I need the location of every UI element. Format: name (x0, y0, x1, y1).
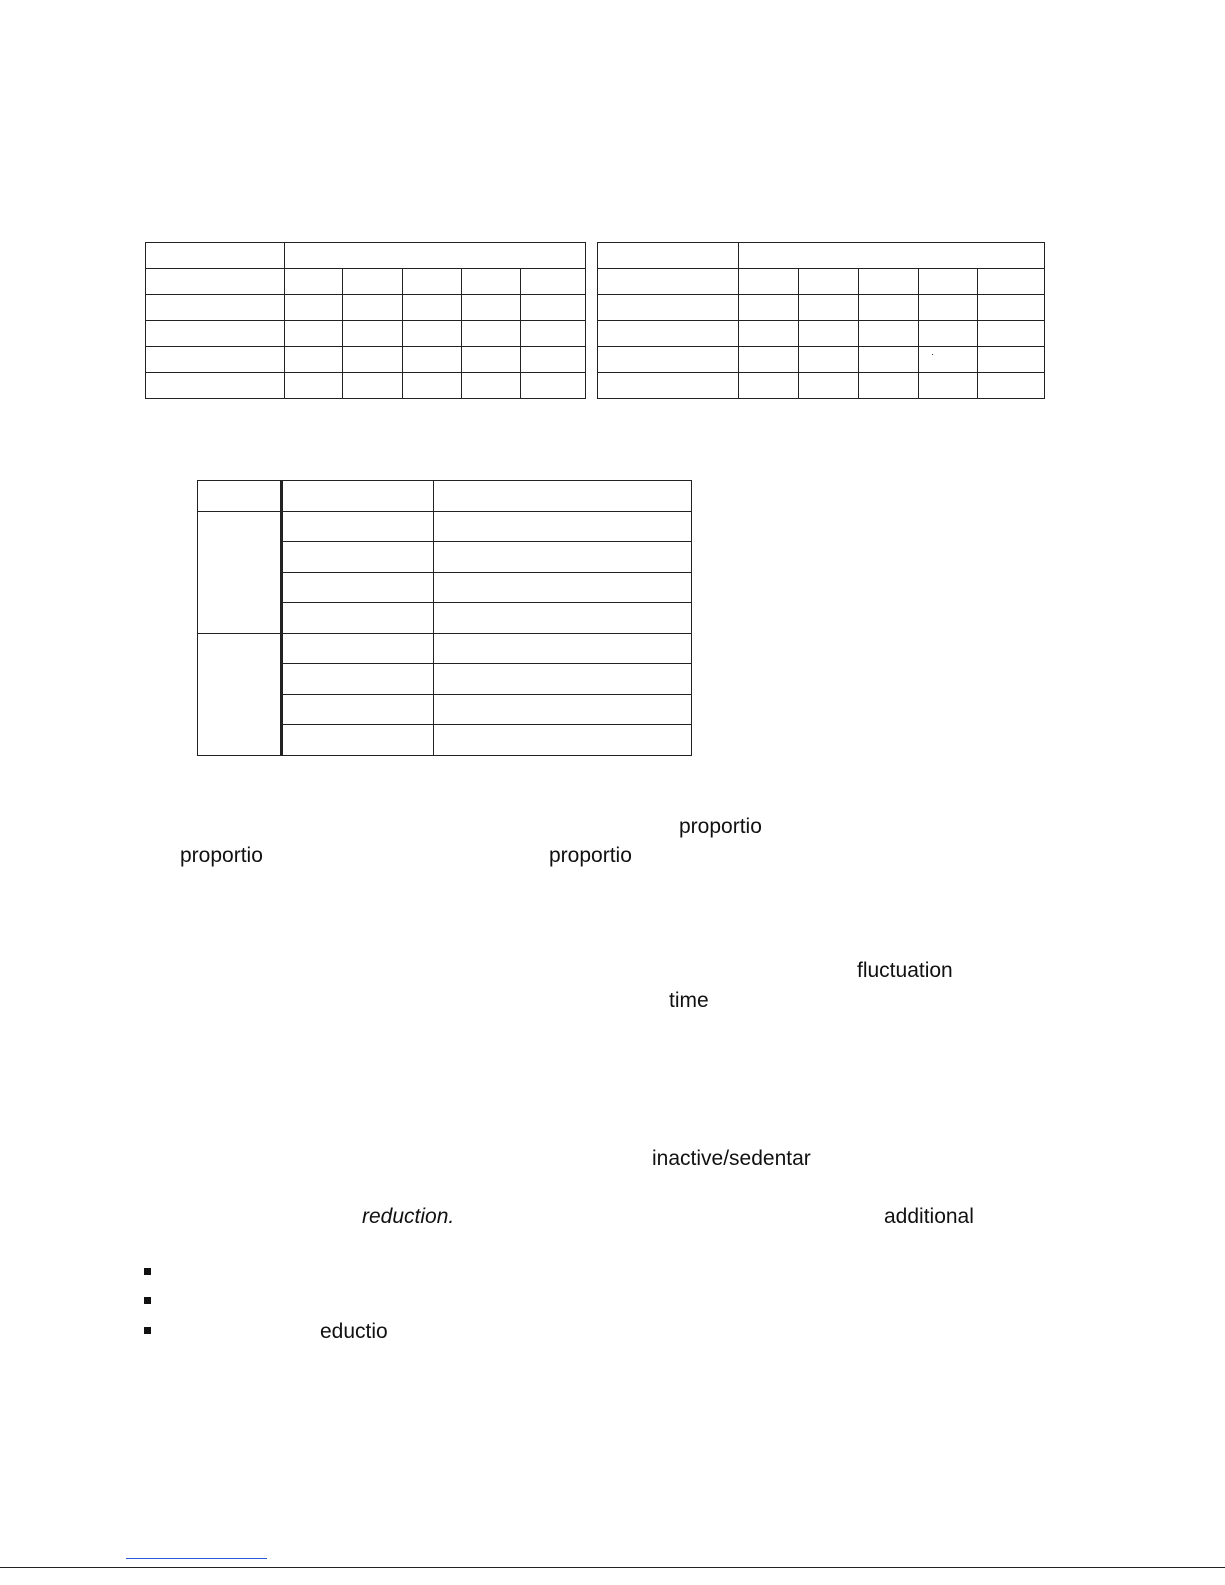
group-cell (198, 633, 282, 755)
footnote-separator (0, 1567, 1225, 1568)
stray-dot (932, 354, 933, 355)
table-row (146, 347, 586, 373)
table-row (198, 481, 692, 512)
text-fragment-inactive-sedentary: inactive/sedentar (652, 1147, 811, 1170)
table-row (146, 321, 586, 347)
bullet-icon (144, 1327, 151, 1334)
table-right (597, 242, 1045, 399)
table-row (198, 511, 692, 542)
text-fragment-proportion-2: proportio (180, 844, 263, 867)
table-row (598, 269, 1045, 295)
text-fragment-proportion-1: proportio (679, 815, 762, 838)
text-fragment-proportion-3: proportio (549, 844, 632, 867)
table-row (598, 243, 1045, 269)
table-row (146, 373, 586, 399)
table-row (146, 295, 586, 321)
text-fragment-additional: additional (884, 1205, 974, 1228)
table-row (146, 243, 586, 269)
table-row (598, 347, 1045, 373)
bullet-icon (144, 1297, 151, 1304)
table-row (598, 321, 1045, 347)
bullet-item-text: eductio (320, 1320, 388, 1343)
table-left (145, 242, 586, 399)
table-row (598, 373, 1045, 399)
footnote-link-underline[interactable] (126, 1558, 267, 1559)
bullet-icon (144, 1268, 151, 1275)
group-cell (198, 511, 282, 633)
text-fragment-fluctuation: fluctuation (857, 959, 953, 982)
table-row (598, 295, 1045, 321)
table-grouped (197, 480, 692, 756)
table-row (146, 269, 586, 295)
text-fragment-time: time (669, 989, 709, 1012)
text-fragment-reduction: reduction. (362, 1205, 455, 1228)
table-row (198, 633, 692, 664)
